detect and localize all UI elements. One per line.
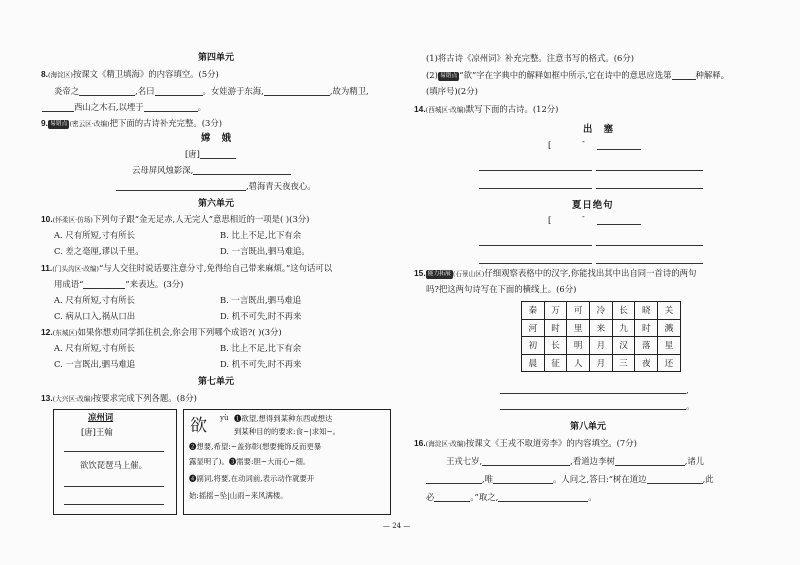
grid-cell[interactable]: 河 (522, 319, 545, 337)
q15-comma: , (686, 385, 689, 395)
grid-cell[interactable]: 初 (522, 337, 545, 355)
grid-row (522, 319, 681, 337)
grid-cell[interactable]: 秦 (522, 302, 545, 320)
poem-line-4-blank[interactable] (64, 504, 164, 505)
q11-blank[interactable] (83, 280, 125, 289)
poem-box-title: 凉州词 (88, 412, 114, 422)
q14-poem-2-blank-3[interactable] (479, 263, 592, 264)
q9-dynasty: [唐] (185, 149, 200, 159)
q9-blank-1[interactable] (193, 166, 291, 175)
question-15 (414, 268, 696, 280)
q12-option-d[interactable]: D. 机不可失,时不再来 (220, 359, 302, 369)
q16-source: (海淀区·改编) (425, 440, 466, 448)
poem-box-author: [唐]王翰 (81, 427, 113, 437)
q9-number: 9. (41, 118, 48, 128)
q14-poem-1-blank-1[interactable] (479, 170, 592, 171)
q13-part-1: (1)将古诗《凉州词》补充完整。注意书写的格式。(6分) (426, 53, 634, 63)
q14-poem-2-blank-4[interactable] (596, 263, 703, 264)
grid-cell[interactable]: 长 (612, 302, 635, 320)
grid-cell[interactable]: 溅 (658, 319, 681, 337)
q14-poem-2-bracket: [ (548, 215, 552, 225)
q11-option-b[interactable]: B. 一言既出,驷马难追 (220, 295, 302, 305)
page-number: — 24 — (383, 522, 411, 530)
q11-prompt: “与人交往时说话要注意分寸,免得给自己带来麻烦。”这句话可以 (99, 263, 333, 273)
q16-blank-7[interactable] (498, 493, 588, 502)
q8-text: ,故为精卫, (329, 86, 369, 96)
q15-answer-blank-1[interactable] (500, 393, 686, 394)
grid-cell[interactable]: 冷 (590, 302, 613, 320)
q15-period: 。 (686, 401, 695, 411)
q11-line-2 (54, 279, 183, 290)
q14-poem-1-dash: - (582, 136, 585, 146)
q8-blank-4[interactable] (42, 103, 74, 112)
q16-text: 。”取之, (470, 492, 499, 502)
grid-cell[interactable]: 星 (658, 337, 681, 355)
q13-2-prompt: “欲”字在字典中的解释如框中所示,它在诗中的意思应选第 (459, 70, 672, 80)
q16-text: ,唯 (482, 474, 494, 484)
dict-def-5: ❹副词,将要,在动词前,表示动作就要开 (189, 474, 315, 483)
q12-option-a[interactable]: A. 尺有所短,寸有所长 (54, 343, 136, 353)
q8-text: 。女娃游于东海, (202, 86, 264, 96)
q11-prompt-3: ”来表达。(3分) (125, 279, 184, 289)
unit-6-heading: 第六单元 (198, 199, 235, 209)
dict-def-4: 露显明了)。❸需要:胆~大而心~细。 (189, 457, 311, 466)
q16-text: 。 (588, 492, 597, 502)
question-11 (41, 263, 332, 275)
q9-tag: 易错点 (50, 121, 68, 127)
q14-source: (西城区·改编) (425, 106, 466, 114)
q9-verse: 云母屏风烛影深, (132, 165, 194, 175)
q12-number: 12. (41, 327, 53, 337)
dict-def-3: ❷想要,希望:~盖弥彰(想要掩饰反而更暴 (189, 442, 322, 451)
q14-poem-1-blank-2[interactable] (596, 170, 703, 171)
q9-line-2 (116, 181, 316, 192)
q8-text: 炎帝之 (54, 86, 80, 96)
q8-number: 8. (41, 69, 48, 79)
question-9 (41, 118, 222, 130)
q11-option-a[interactable]: A. 尺有所短,寸有所长 (54, 295, 136, 305)
q15-number: 15. (414, 268, 426, 278)
q8-text: 。 (197, 102, 207, 112)
q12-option-c[interactable]: C. 一言既出,驷马难追 (54, 359, 136, 369)
q16-blank-6[interactable] (434, 493, 470, 502)
q9-author-blank[interactable] (200, 150, 236, 159)
grid-cell[interactable]: 来 (590, 319, 613, 337)
question-16 (414, 438, 637, 450)
poem-line-3-blank[interactable] (64, 486, 164, 487)
grid-row (522, 302, 681, 320)
q13-part-2 (426, 70, 729, 81)
q9-prompt: 把下面的古诗补充完整。(3分) (109, 118, 222, 128)
q15-prompt-2: 吗?把这两句诗写在下面的横线上。(6分) (426, 284, 577, 294)
q11-prompt-2: 用成语“ (54, 279, 84, 289)
unit-7-heading: 第七单元 (198, 377, 235, 387)
q14-poem-1-bracket: [ (548, 140, 552, 150)
dict-def-6: 始:摇摇~坠|山雨~来风满楼。 (189, 491, 288, 500)
q14-poem-1-blank-4[interactable] (596, 188, 703, 189)
q14-poem-2-blank-2[interactable] (596, 245, 703, 246)
q15-source: (石景山区) (452, 270, 485, 278)
question-12 (41, 327, 282, 339)
q8-text: 西山之木石,以堙于 (74, 102, 144, 112)
grid-cell[interactable]: 九 (612, 319, 635, 337)
q13-2-suffix: 种解释。 (695, 70, 730, 80)
question-8 (41, 69, 219, 81)
q16-blank-4[interactable] (493, 475, 553, 484)
q13-prompt: 按要求完成下列各题。(8分) (92, 393, 197, 403)
q12-source: (东城区) (52, 329, 78, 337)
grid-cell[interactable]: 明 (567, 337, 590, 355)
q9-line-1 (132, 165, 291, 176)
q10-source: (怀柔区·仿场) (52, 216, 93, 224)
grid-cell[interactable]: 里 (567, 319, 590, 337)
unit-8-heading: 第八单元 (570, 422, 607, 432)
q14-prompt: 默写下面的古诗。(12分) (465, 104, 559, 114)
grid-row (522, 337, 681, 355)
character-grid (521, 301, 681, 372)
q14-poem-2-blank-1[interactable] (479, 245, 592, 246)
q14-poem-1-author-blank[interactable] (597, 149, 641, 150)
q8-prompt: 按课文《精卫填海》的内容填空。(5分) (72, 69, 219, 79)
q13-2-blank[interactable] (672, 71, 696, 80)
q16-blank-2[interactable] (615, 457, 685, 466)
dict-def-2: 到某种目的的要求:食~|求知~。 (234, 427, 341, 436)
q10-option-a[interactable]: A. 尺有所短,寸有所长 (54, 230, 136, 240)
q16-line-2 (426, 474, 714, 485)
q14-poem-2-dash: - (582, 211, 585, 221)
q14-number: 14. (414, 104, 426, 114)
grid-cell[interactable]: 人 (567, 354, 590, 372)
q10-option-c[interactable]: C. 差之毫厘,谬以千里。 (54, 246, 144, 256)
q16-text: ,此 (702, 474, 714, 484)
grid-cell[interactable]: 万 (544, 302, 567, 320)
q8-source: (海淀区) (48, 71, 73, 79)
q12-prompt: 如果你想劝同学抓住机会,你会用下列哪个成语?( )(3分) (77, 327, 282, 337)
q11-number: 11. (41, 263, 53, 273)
q10-number: 10. (41, 214, 53, 224)
q8-text: ,名曰 (135, 86, 155, 96)
dict-char: 欲 (190, 416, 207, 436)
q16-line-3 (426, 492, 597, 503)
grid-cell[interactable]: 夜 (635, 354, 658, 372)
q16-text: 。人问之,答曰:“树在道边 (553, 474, 647, 484)
grid-cell[interactable]: 月 (590, 337, 613, 355)
q14-poem-1-blank-3[interactable] (479, 188, 592, 189)
q16-blank-3[interactable] (426, 475, 482, 484)
q11-option-c[interactable]: C. 病从口入,祸从口出 (54, 311, 136, 321)
q16-text: ,诸儿 (684, 456, 705, 466)
q14-poem-2-author-blank[interactable] (597, 224, 641, 225)
q13-2-tag: 易错点 (439, 73, 458, 79)
q13-2-label: (2) (426, 70, 438, 80)
unit-4-heading: 第四单元 (198, 53, 235, 63)
q8-blank-3[interactable] (264, 87, 330, 96)
q12-option-b[interactable]: B. 比上不足,比下有余 (220, 343, 302, 353)
q8-blank-1[interactable] (79, 87, 135, 96)
q16-prompt: 按课文《王戎不取道旁李》的内容填空。(7分) (465, 438, 637, 448)
q13-source: (大兴区·改编) (52, 395, 93, 403)
grid-cell[interactable]: 关 (658, 302, 681, 320)
q8-line-2 (42, 102, 206, 113)
q11-option-d[interactable]: D. 机不可失,时不再来 (220, 311, 302, 321)
q14-poem-1-title: 出 塞 (583, 124, 618, 135)
q11-source: (门头沟区·改编) (52, 265, 99, 273)
q16-text: 必 (426, 492, 435, 502)
q9-blank-2[interactable] (116, 182, 246, 191)
q13-2-hint: (填序号)(2分) (426, 86, 478, 96)
q16-text: ,看道边李树 (570, 456, 615, 466)
grid-cell[interactable]: 还 (658, 354, 681, 372)
q16-number: 16. (414, 438, 426, 448)
q15-prompt: 仔细观察表格中的汉字,你能找出其中出自同一首诗的两句 (484, 268, 697, 278)
poem-box-verse: 欲饮琵琶马上催。 (80, 460, 147, 470)
grid-cell[interactable]: 可 (567, 302, 590, 320)
grid-cell[interactable]: 时 (635, 319, 658, 337)
grid-cell[interactable]: 征 (544, 354, 567, 372)
grid-cell[interactable]: 时 (544, 319, 567, 337)
grid-cell[interactable]: 长 (544, 337, 567, 355)
q9-poem-title: 嫦 娥 (201, 133, 236, 144)
q14-poem-2-title: 夏日绝句 (572, 200, 614, 211)
q8-blank-2[interactable] (155, 87, 203, 96)
question-14 (414, 104, 558, 116)
q15-tag: 能力拓展 (427, 271, 451, 277)
dict-pinyin: yù (220, 414, 229, 422)
grid-cell[interactable]: 晨 (522, 354, 545, 372)
q13-number: 13. (41, 393, 53, 403)
q10-option-d[interactable]: D. 一言既出,驷马难追。 (220, 246, 310, 256)
q15-answer-blank-2[interactable] (500, 409, 686, 410)
q16-text: 王戎七岁, (446, 456, 483, 466)
q9-dynasty-line (185, 149, 236, 160)
q10-prompt: 下列句子跟“金无足赤,人无完人”意思相近的一项是( )(3分) (92, 214, 310, 224)
grid-cell[interactable]: 三 (612, 354, 635, 372)
dict-def-1: ❶欲望,想得到某种东西或想达 (234, 414, 333, 423)
q9-verse: ,碧海青天夜夜心。 (246, 181, 316, 191)
poem-line-1-blank[interactable] (64, 451, 164, 452)
q9-source: (密云区·改编) (69, 120, 110, 128)
q16-blank-5[interactable] (647, 475, 703, 484)
question-13 (41, 393, 197, 405)
grid-cell[interactable]: 晓 (635, 302, 658, 320)
dictionary-box (183, 409, 391, 515)
q10-option-b[interactable]: B. 比上不足,比下有余 (220, 230, 302, 240)
grid-cell[interactable]: 月 (590, 354, 613, 372)
grid-cell[interactable]: 汉 (612, 337, 635, 355)
q8-blank-5[interactable] (144, 103, 198, 112)
q16-blank-1[interactable] (482, 457, 570, 466)
question-10 (41, 214, 309, 226)
grid-row (522, 354, 681, 372)
grid-cell[interactable]: 落 (635, 337, 658, 355)
poem-box (53, 409, 177, 515)
q8-line-1 (54, 86, 369, 97)
q16-line-1 (446, 456, 704, 467)
